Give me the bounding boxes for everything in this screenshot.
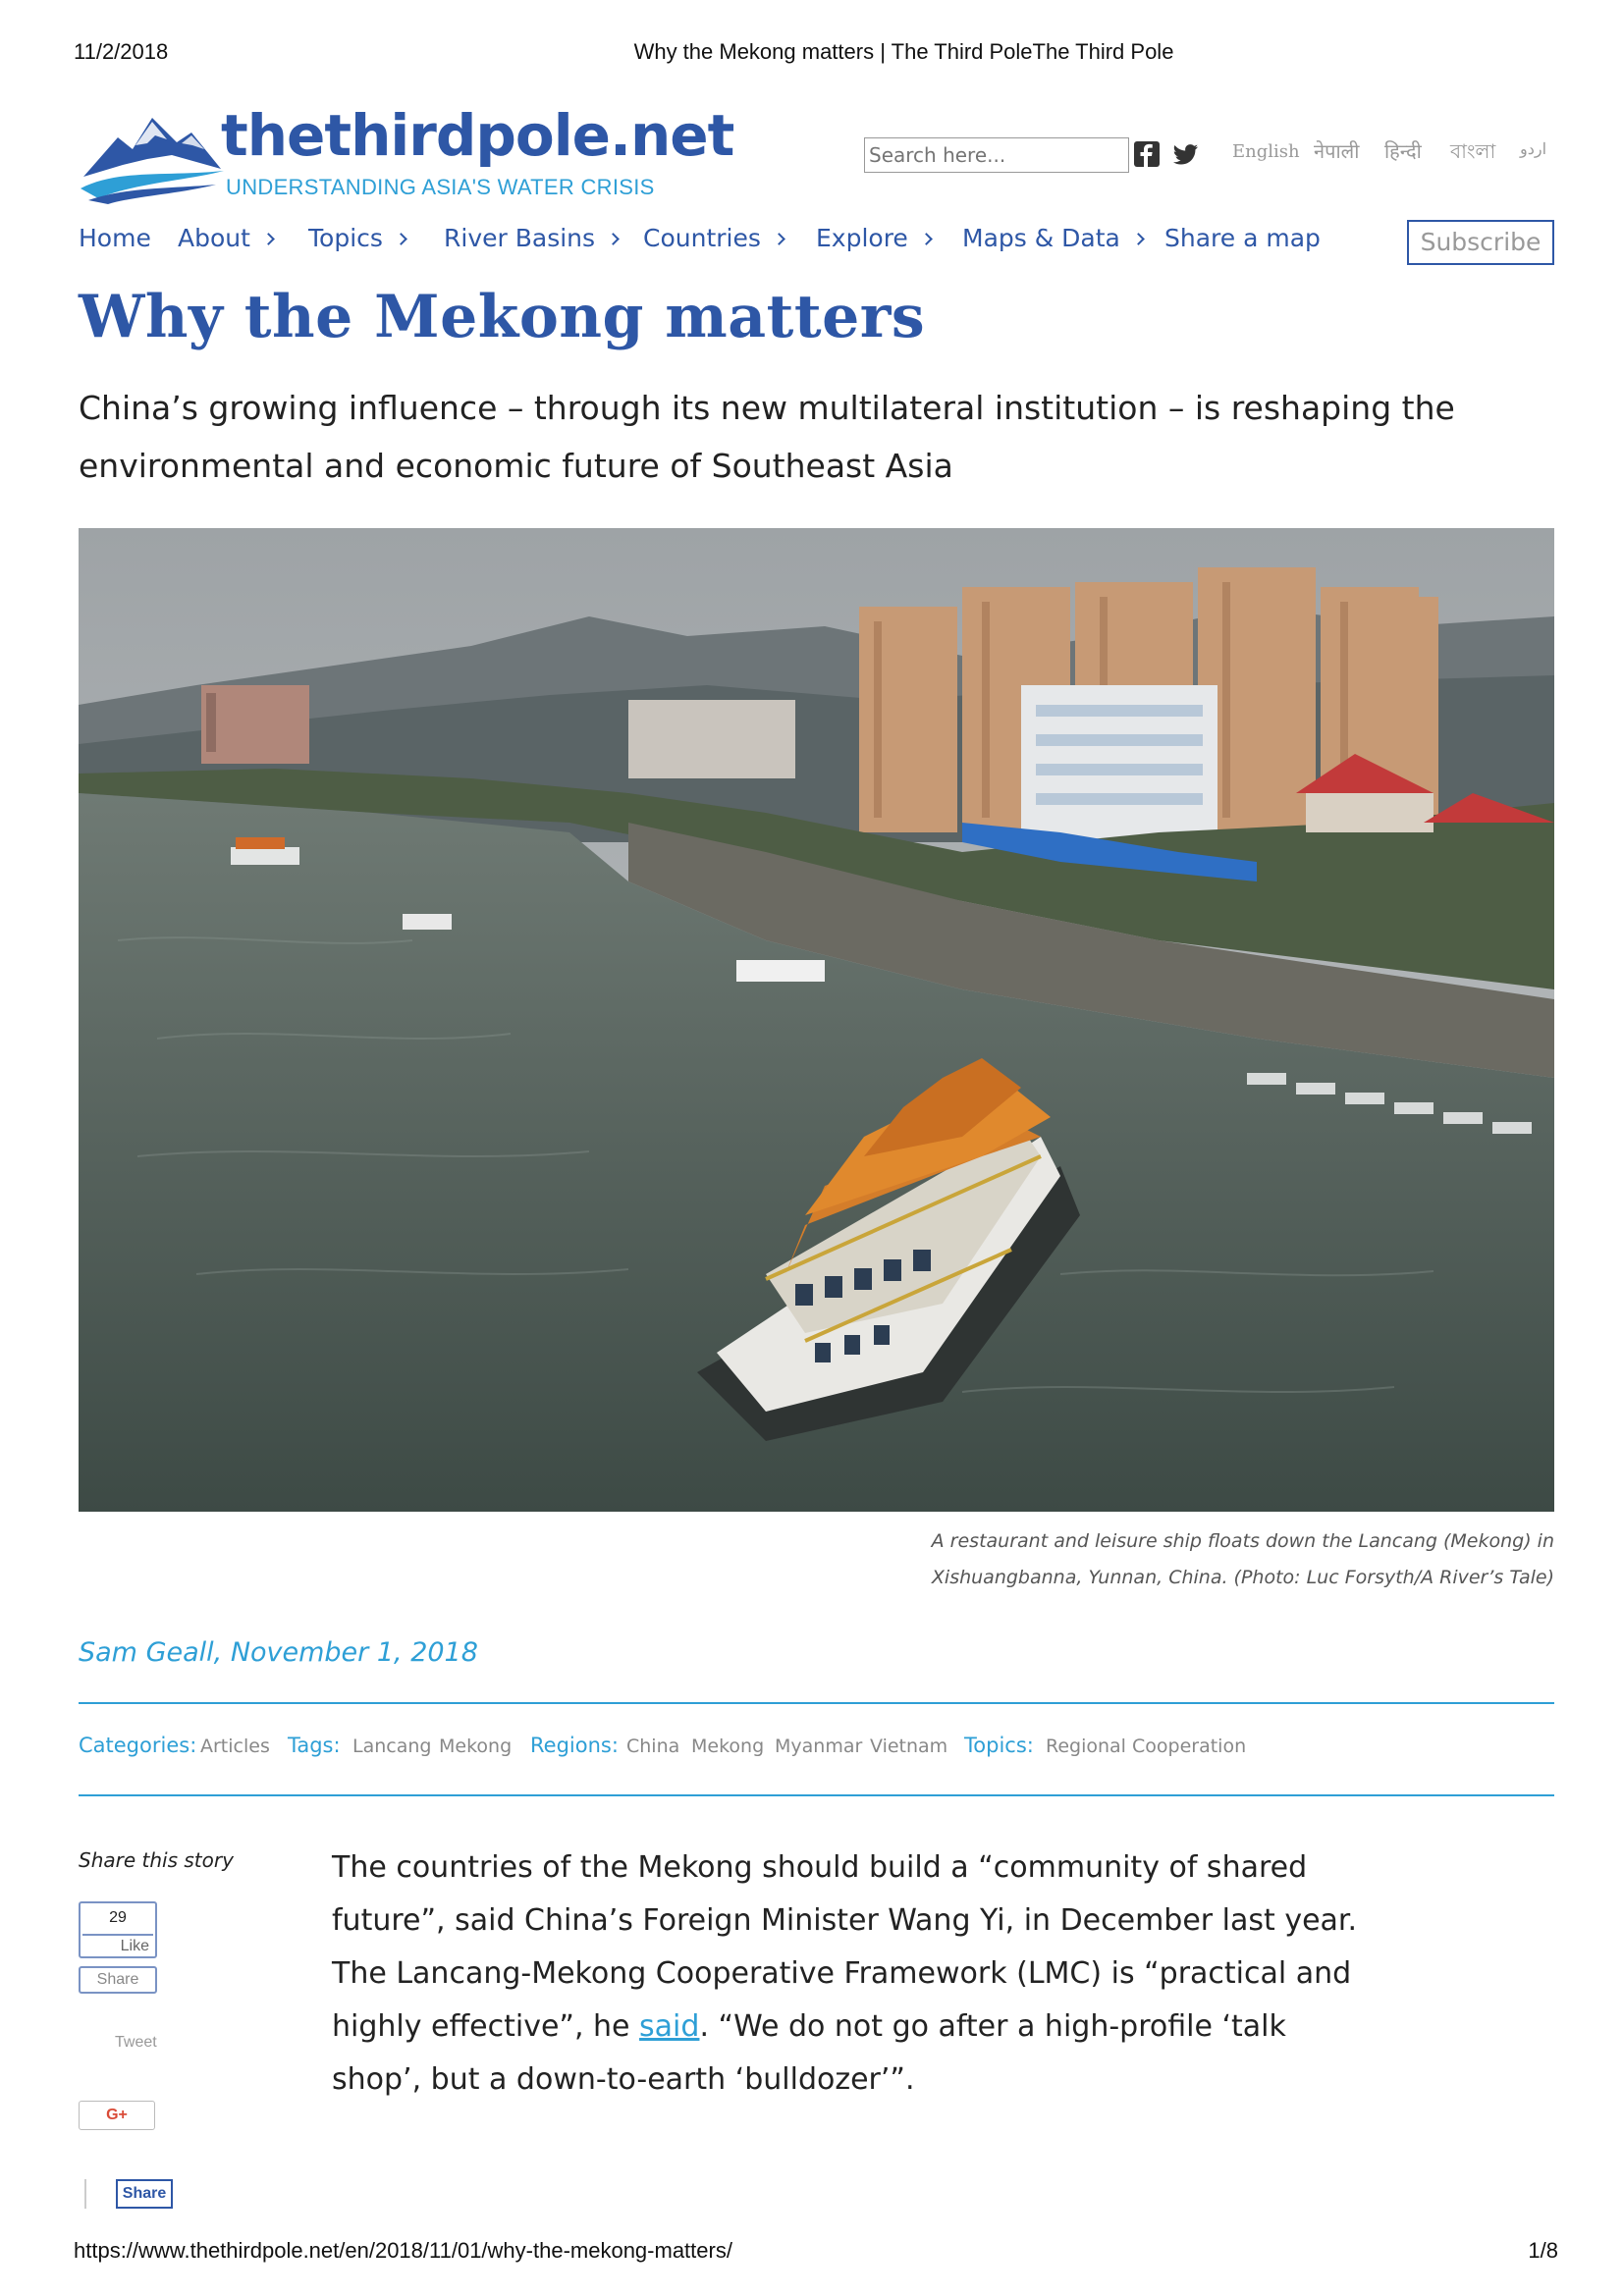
chevron-right-icon <box>920 233 933 245</box>
lang-bangla[interactable]: বাংলা <box>1450 139 1496 163</box>
nav-countries[interactable] <box>643 224 784 252</box>
region-myanmar[interactable]: Myanmar <box>775 1735 863 1757</box>
article-standfirst: China’s growing influence – through its new multilateral institution – is reshaping the environmental and economic future of Southeast Asia <box>79 389 1455 485</box>
lang-nepali[interactable]: नेपाली <box>1314 139 1360 163</box>
categories-label: Categories: <box>79 1734 197 1757</box>
tag-mekong[interactable]: Mekong <box>439 1735 513 1757</box>
search-input[interactable] <box>864 137 1129 173</box>
lang-english[interactable]: English <box>1232 141 1300 162</box>
subscribe-button[interactable]: Subscribe <box>1407 220 1554 265</box>
logo-wordmark: thethirdpole.net <box>221 102 734 169</box>
tweet-button[interactable]: Tweet <box>115 2034 157 2051</box>
google-plus-button[interactable]: G+ <box>79 2101 155 2130</box>
chevron-right-icon <box>607 233 620 245</box>
nav-home-label: Home <box>79 224 151 252</box>
facebook-share-button[interactable]: Share <box>79 1966 157 1994</box>
print-date: 11/2/2018 <box>74 39 169 64</box>
print-page-number: 1/8 <box>1528 2238 1558 2263</box>
nav-about[interactable] <box>178 224 273 252</box>
divider <box>79 1702 1554 1704</box>
site-logo[interactable] <box>79 102 746 206</box>
hero-image <box>79 528 1554 1512</box>
lang-hindi[interactable]: हिन्दी <box>1384 139 1422 163</box>
body-text-part1: The countries of the Mekong should build a “community of shared future”, said China’s Foreign Minister Wang Yi, in December last year. The Lancang-Mekong Cooperative Framework (LMC) is “practical and highly effective”, he <box>332 1850 1358 2044</box>
lang-urdu[interactable]: اردو <box>1520 139 1547 158</box>
region-mekong[interactable]: Mekong <box>691 1735 765 1757</box>
divider <box>79 1794 1554 1796</box>
topics-label: Topics: <box>964 1734 1034 1757</box>
tags-label: Tags: <box>288 1734 341 1757</box>
article-title: Why the Mekong matters <box>79 283 926 351</box>
image-caption <box>671 1523 1554 1596</box>
regions-label: Regions: <box>530 1734 619 1757</box>
linkedin-share-button[interactable]: Share <box>116 2179 173 2209</box>
nav-topics-label: Topics <box>308 224 383 252</box>
nav-river-basins[interactable] <box>444 224 618 252</box>
twitter-icon[interactable] <box>1173 141 1199 167</box>
share-heading: Share this story <box>79 1848 234 1872</box>
chevron-right-icon <box>262 233 275 245</box>
nav-about-label: About <box>178 224 250 252</box>
nav-river-basins-label: River Basins <box>444 224 596 252</box>
tag-lancang[interactable]: Lancang <box>352 1735 432 1757</box>
chevron-right-icon <box>395 233 407 245</box>
body-text-part2: . “We do not go after a high-profile ‘talk shop’, but a down-to-earth ‘bulldozer’”. <box>332 2009 1286 2097</box>
image-caption-line1: A restaurant and leisure ship floats down the Lancang (Mekong) in <box>931 1530 1554 1552</box>
chevron-right-icon <box>1132 233 1145 245</box>
nav-explore-label: Explore <box>816 224 908 252</box>
nav-share-a-map-label: Share a map <box>1164 224 1321 252</box>
nav-maps-data[interactable] <box>962 224 1143 252</box>
nav-home[interactable] <box>79 224 151 252</box>
image-caption-line2: Xishuangbanna, Yunnan, China. (Photo: Luc Forsyth/A River’s Tale) <box>931 1567 1554 1588</box>
nav-explore[interactable] <box>816 224 931 252</box>
category-articles[interactable]: Articles <box>200 1735 270 1757</box>
region-china[interactable]: China <box>626 1735 680 1757</box>
logo-tagline: UNDERSTANDING ASIA'S WATER CRISIS <box>226 175 655 199</box>
linkedin-share <box>84 2179 171 2209</box>
article-byline[interactable]: Sam Geall, November 1, 2018 <box>79 1637 478 1668</box>
region-vietnam[interactable]: Vietnam <box>870 1735 948 1757</box>
print-url: https://www.thethirdpole.net/en/2018/11/01/why-the-mekong-matters/ <box>74 2238 732 2263</box>
topic-regional-cooperation[interactable]: Regional Cooperation <box>1046 1735 1247 1757</box>
mountain-logo-icon <box>79 108 226 206</box>
nav-share-a-map[interactable] <box>1164 224 1321 252</box>
nav-maps-data-label: Maps & Data <box>962 224 1120 252</box>
facebook-like-button[interactable] <box>79 1901 157 1958</box>
facebook-icon[interactable] <box>1134 141 1160 167</box>
like-count: 29 <box>109 1909 127 1926</box>
nav-topics[interactable] <box>308 224 406 252</box>
nav-countries-label: Countries <box>643 224 761 252</box>
print-title-wrap <box>0 39 1623 65</box>
chevron-right-icon <box>773 233 785 245</box>
article-body <box>332 1842 1363 2107</box>
like-label: Like <box>82 1934 153 1956</box>
said-link[interactable]: said <box>639 2009 700 2044</box>
print-title: Why the Mekong matters | The Third PoleThe Third Pole <box>633 39 1174 64</box>
